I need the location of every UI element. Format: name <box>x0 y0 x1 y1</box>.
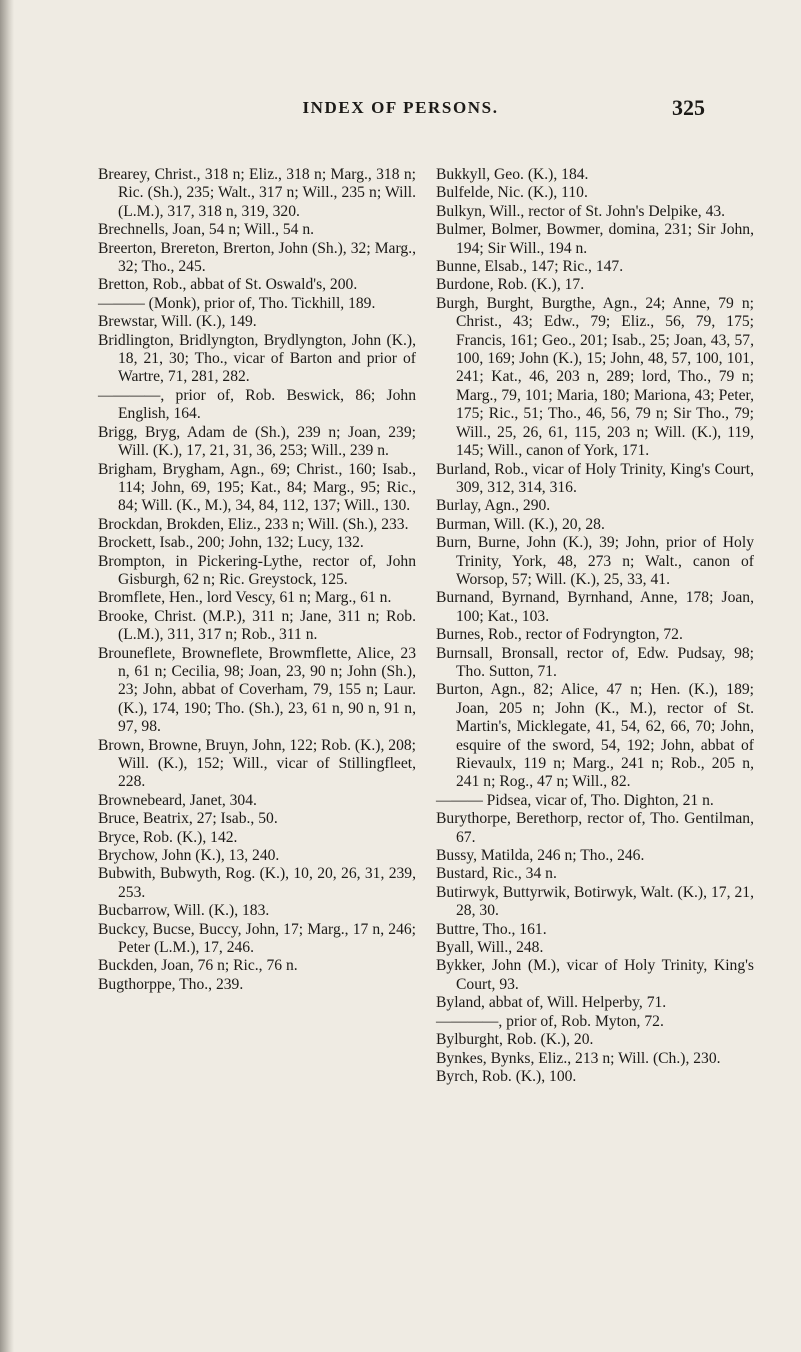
index-entry: Bromflete, Hen., lord Vescy, 61 n; Marg., 61 n. <box>98 589 392 607</box>
index-column-right <box>436 166 754 1086</box>
index-entry: ————, prior of, Rob. Myton, 72. <box>436 1012 664 1030</box>
index-entry: Burman, Will. (K.), 20, 28. <box>436 515 605 533</box>
index-entry: Buckden, Joan, 76 n; Ric., 76 n. <box>98 957 298 975</box>
index-entry: Breerton, Brereton, Brerton, John (Sh.), 32; Marg., 32; Tho., 245. <box>98 239 416 276</box>
running-title: INDEX OF PERSONS. <box>302 98 499 117</box>
index-entry: Bustard, Ric., 34 n. <box>436 865 557 883</box>
index-entry: Bykker, John (M.), vicar of Holy Trinity, King's Court, 93. <box>436 957 754 993</box>
index-entry: Burnand, Byrnand, Byrnhand, Anne, 178; Joan, 100; Kat., 103. <box>436 589 754 625</box>
index-entry: Bulkyn, Will., rector of St. John's Delpike, 43. <box>436 202 726 220</box>
index-entry: Bridlington, Bridlyngton, Brydlyngton, John (K.), 18, 21, 30; Tho., vicar of Barton and prior of Wartre, 71, 281, 282. <box>98 331 416 386</box>
index-entry: Buckcy, Bucse, Buccy, John, 17; Marg., 17 n, 246; Peter (L.M.), 17, 246. <box>98 920 416 957</box>
index-entry: Bulfelde, Nic. (K.), 110. <box>436 184 588 202</box>
index-entry: Bretton, Rob., abbat of St. Oswald's, 200. <box>98 276 358 294</box>
scan-edge <box>0 0 14 1352</box>
index-entry: Burton, Agn., 82; Alice, 47 n; Hen. (K.), 189; Joan, 205 n; John (K., M.), rector of St. Martin's, Micklegate, 41, 54, 62, 66, 70; John, esquire of the sword, 54, 192; John, abbat of Rievaulx, 119 n; Marg., 241 n; Rob., 205 n, 241 n; Rog., 47 n; Will., 82. <box>436 681 754 791</box>
index-entry: ——— Pidsea, vicar of, Tho. Dighton, 21 n. <box>436 791 714 809</box>
index-entry: Brigg, Bryg, Adam de (Sh.), 239 n; Joan, 239; Will. (K.), 17, 21, 31, 36, 253; Will., 239 n. <box>98 423 416 460</box>
index-entry: Brownebeard, Janet, 304. <box>98 791 257 809</box>
index-entry: Bunne, Elsab., 147; Ric., 147. <box>436 258 624 276</box>
index-entry: Bucbarrow, Will. (K.), 183. <box>98 902 270 920</box>
index-entry: Bruce, Beatrix, 27; Isab., 50. <box>98 810 278 828</box>
index-entry: Brown, Browne, Bruyn, John, 122; Rob. (K.), 208; Will. (K.), 152; Will., vicar of Stillingfleet, 228. <box>98 736 416 791</box>
index-entry: Burn, Burne, John (K.), 39; John, prior of Holy Trinity, York, 48, 273 n; Walt., canon of Worsop, 57; Will. (K.), 25, 33, 41. <box>436 534 754 588</box>
index-entry: Bynkes, Bynks, Eliz., 213 n; Will. (Ch.), 230. <box>436 1049 721 1067</box>
index-entry: Byall, Will., 248. <box>436 939 544 957</box>
index-entry: Burythorpe, Berethorp, rector of, Tho. Gentilman, 67. <box>436 810 754 846</box>
index-entry: Brouneflete, Browneflete, Browmflette, Alice, 23 n, 61 n; Cecilia, 98; Joan, 23, 90 n; John (Sh.), 23; John, abbat of Coverham, 79, 155 n; Laur. (K.), 174, 190; Tho. (Sh.), 23, 61 n, 90 n, 91 n, 97, 98. <box>98 644 416 736</box>
page-header <box>0 95 801 124</box>
index-entry: Byland, abbat of, Will. Helperby, 71. <box>436 994 667 1012</box>
index-entry: Bussy, Matilda, 246 n; Tho., 246. <box>436 847 645 865</box>
index-entry: Bylburght, Rob. (K.), 20. <box>436 1031 594 1049</box>
index-entry: Brooke, Christ. (M.P.), 311 n; Jane, 311 n; Rob. (L.M.), 311, 317 n; Rob., 311 n. <box>98 607 416 644</box>
index-entry: ————, prior of, Rob. Beswick, 86; John English, 164. <box>98 386 416 423</box>
index-entry: Brockdan, Brokden, Eliz., 233 n; Will. (Sh.), 233. <box>98 515 409 533</box>
index-entry: Brearey, Christ., 318 n; Eliz., 318 n; Marg., 318 n; Ric. (Sh.), 235; Walt., 317 n; Will., 235 n; Will. (L.M.), 317, 318 n, 319, 320. <box>98 166 416 220</box>
index-entry: Burnsall, Bronsall, rector of, Edw. Pudsay, 98; Tho. Sutton, 71. <box>436 644 754 680</box>
index-entry: Burdone, Rob. (K.), 17. <box>436 276 585 294</box>
index-entry: Brompton, in Pickering-Lythe, rector of, John Gisburgh, 62 n; Ric. Greystock, 125. <box>98 552 416 588</box>
index-entry: Brechnells, Joan, 54 n; Will., 54 n. <box>98 221 315 239</box>
index-entry: Brockett, Isab., 200; John, 132; Lucy, 132. <box>98 534 364 552</box>
index-entry: Bulmer, Bolmer, Bowmer, domina, 231; Sir John, 194; Sir Will., 194 n. <box>436 221 754 257</box>
index-entry: Bryce, Rob. (K.), 142. <box>98 828 238 846</box>
index-entry: Butirwyk, Buttyrwik, Botirwyk, Walt. (K.), 17, 21, 28, 30. <box>436 883 754 920</box>
index-entry: Bugthorppe, Tho., 239. <box>98 975 244 993</box>
index-entry: Bubwith, Bubwyth, Rog. (K.), 10, 20, 26, 31, 239, 253. <box>98 865 416 901</box>
index-entry: Brewstar, Will. (K.), 149. <box>98 313 257 331</box>
index-entry: Burgh, Burght, Burgthe, Agn., 24; Anne, 79 n; Christ., 43; Edw., 79; Eliz., 56, 79, 175; Francis, 161; Geo., 201; Isab., 25; Joan, 43, 57, 100, 169; John (K.), 15; John, 48, 57, 100, 101, 241; Kat., 46, 203 n, 289; lord, Tho., 79 n; Marg., 79, 101; Maria, 180; Mariona, 43; Peter, 175; Ric., 51; Tho., 46, 56, 79 n; Sir Tho., 79; Will., 25, 26, 61, 115, 203 n; Will. (K.), 119, 145; Will., canon of York, 171. <box>436 294 754 460</box>
index-entry: ——— (Monk), prior of, Tho. Tickhill, 189. <box>98 294 376 312</box>
index-column-left <box>98 166 416 994</box>
index-entry: Byrch, Rob. (K.), 100. <box>436 1067 577 1085</box>
index-entry: Brigham, Brygham, Agn., 69; Christ., 160; Isab., 114; John, 69, 195; Kat., 84; Marg., 95; Ric., 84; Will. (K., M.), 34, 84, 112, 137; Will., 130. <box>98 460 416 515</box>
index-entry: Burnes, Rob., rector of Fodryngton, 72. <box>436 626 683 644</box>
index-entry: Brychow, John (K.), 13, 240. <box>98 847 280 865</box>
index-entry: Burlay, Agn., 290. <box>436 497 551 515</box>
index-entry: Buttre, Tho., 161. <box>436 920 547 938</box>
index-entry: Bukkyll, Geo. (K.), 184. <box>436 166 589 183</box>
index-entry: Burland, Rob., vicar of Holy Trinity, King's Court, 309, 312, 314, 316. <box>436 460 754 496</box>
page-number: 325 <box>672 95 705 120</box>
